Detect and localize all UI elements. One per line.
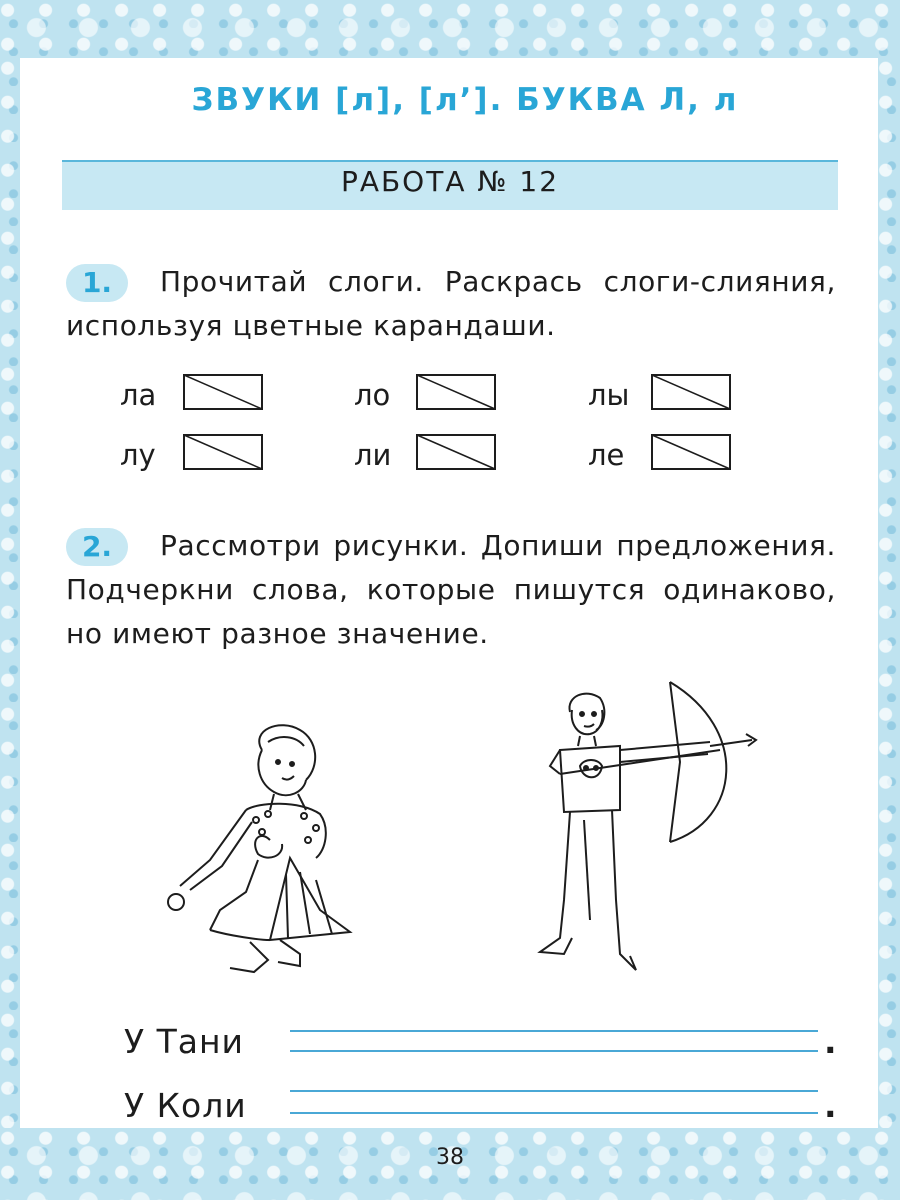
task-1-text: Прочитай слоги. Раскрась слоги-слияния, используя цветные карандаши.: [66, 265, 836, 342]
syllable-li: ли: [354, 438, 392, 472]
decorative-border-top: [0, 0, 900, 58]
color-box-lu[interactable]: [183, 434, 263, 470]
boy-with-bow-illustration: [520, 670, 780, 980]
answer-line-koli-lower[interactable]: [290, 1112, 818, 1114]
syllable-lu: лу: [120, 438, 156, 472]
answer-line-koli-upper: [290, 1090, 818, 1092]
task-1-number: 1.: [66, 264, 128, 302]
color-box-lo[interactable]: [416, 374, 496, 410]
decorative-border-right: [878, 58, 900, 1128]
answer-line-tani-upper: [290, 1030, 818, 1032]
task-2-text: Рассмотри рисунки. Допиши предложения. Подчеркни слова, которые пишутся одинаково, но имеют разное значение.: [66, 529, 836, 650]
answer-end-koli: .: [824, 1086, 837, 1125]
girl-illustration: [150, 710, 390, 980]
page-title: ЗВУКИ [л], [л’]. БУКВА Л, л: [191, 82, 739, 118]
task-2-number: 2.: [66, 528, 128, 566]
syllable-la: ла: [120, 378, 157, 412]
decorative-border-left: [0, 58, 20, 1128]
syllable-le: ле: [588, 438, 625, 472]
color-box-li[interactable]: [416, 434, 496, 470]
answer-line-tani-lower[interactable]: [290, 1050, 818, 1052]
syllable-lo: ло: [354, 378, 391, 412]
work-title: РАБОТА № 12: [340, 165, 560, 198]
answer-label-koli: У Коли: [124, 1086, 247, 1125]
color-box-la[interactable]: [183, 374, 263, 410]
color-box-ly[interactable]: [651, 374, 731, 410]
page-number: 38: [436, 1145, 464, 1170]
answer-end-tani: .: [824, 1022, 837, 1061]
color-box-le[interactable]: [651, 434, 731, 470]
syllable-ly: лы: [588, 378, 630, 412]
answer-label-tani: У Тани: [124, 1022, 245, 1061]
